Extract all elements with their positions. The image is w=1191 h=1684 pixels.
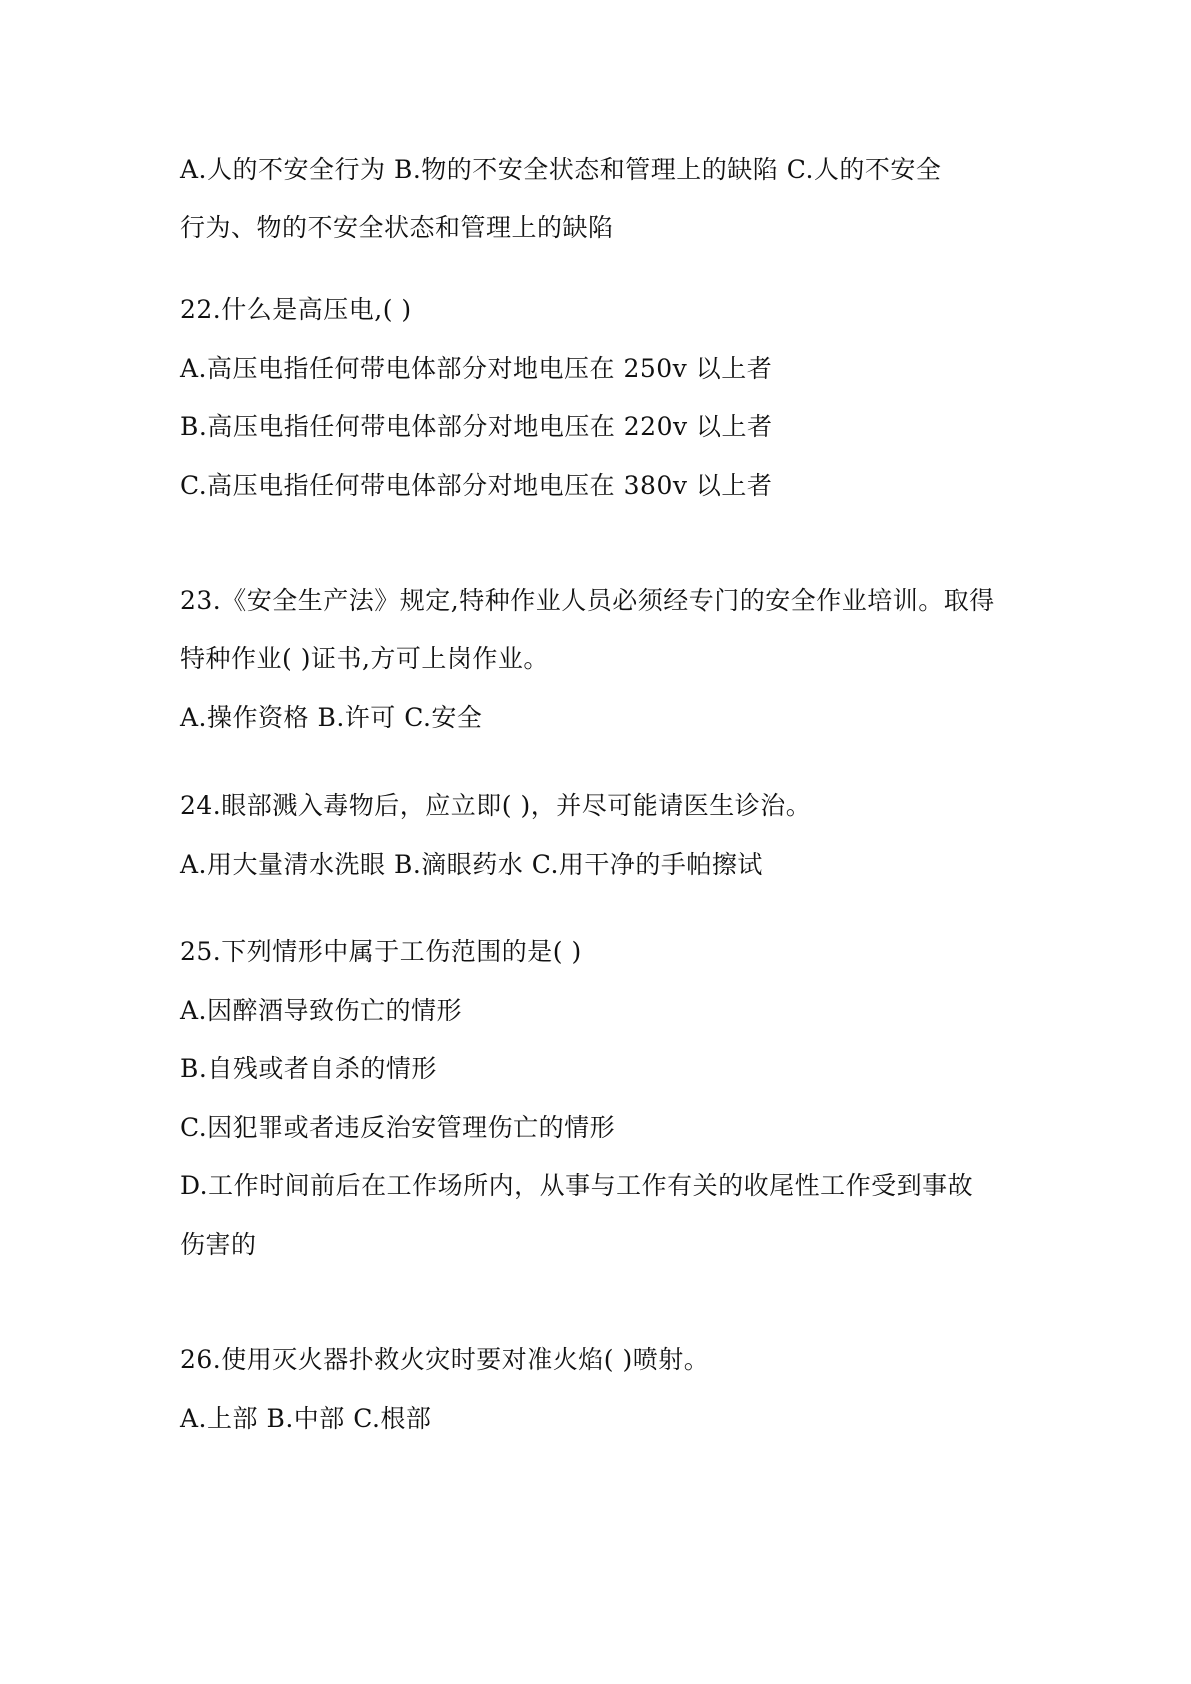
q23-question-line-2: 特种作业( )证书,方可上岗作业。 — [180, 644, 549, 673]
q22-option-a: A.高压电指任何带电体部分对地电压在 250v 以上者 — [180, 354, 773, 383]
q25-option-b: B.自残或者自杀的情形 — [180, 1054, 437, 1083]
q25-option-c: C.因犯罪或者违反治安管理伤亡的情形 — [180, 1113, 616, 1142]
q23-question-line-1: 23.《安全生产法》规定,特种作业人员必须经专门的安全作业培训。取得 — [180, 586, 995, 615]
q22-option-c: C.高压电指任何带电体部分对地电压在 380v 以上者 — [180, 471, 773, 500]
q26-options: A.上部 B.中部 C.根部 — [180, 1404, 432, 1433]
q25-option-d-line-2: 伤害的 — [180, 1230, 257, 1259]
q25-question: 25.下列情形中属于工伤范围的是( ) — [180, 937, 582, 966]
q21-options-line-1: A.人的不安全行为 B.物的不安全状态和管理上的缺陷 C.人的不安全 — [180, 155, 942, 184]
q24-options: A.用大量清水洗眼 B.滴眼药水 C.用干净的手帕擦试 — [180, 850, 763, 879]
q22-question: 22.什么是高压电,( ) — [180, 295, 412, 324]
q25-option-d-line-1: D.工作时间前后在工作场所内，从事与工作有关的收尾性工作受到事故 — [180, 1171, 974, 1200]
q21-options-line-2: 行为、物的不安全状态和管理上的缺陷 — [180, 213, 614, 242]
q23-options: A.操作资格 B.许可 C.安全 — [180, 703, 483, 732]
q26-question: 26.使用灭火器扑救火灾时要对准火焰( )喷射。 — [180, 1345, 710, 1374]
q24-question: 24.眼部溅入毒物后，应立即( )，并尽可能请医生诊治。 — [180, 791, 812, 820]
q22-option-b: B.高压电指任何带电体部分对地电压在 220v 以上者 — [180, 412, 773, 441]
q25-option-a: A.因醉酒导致伤亡的情形 — [180, 996, 463, 1025]
